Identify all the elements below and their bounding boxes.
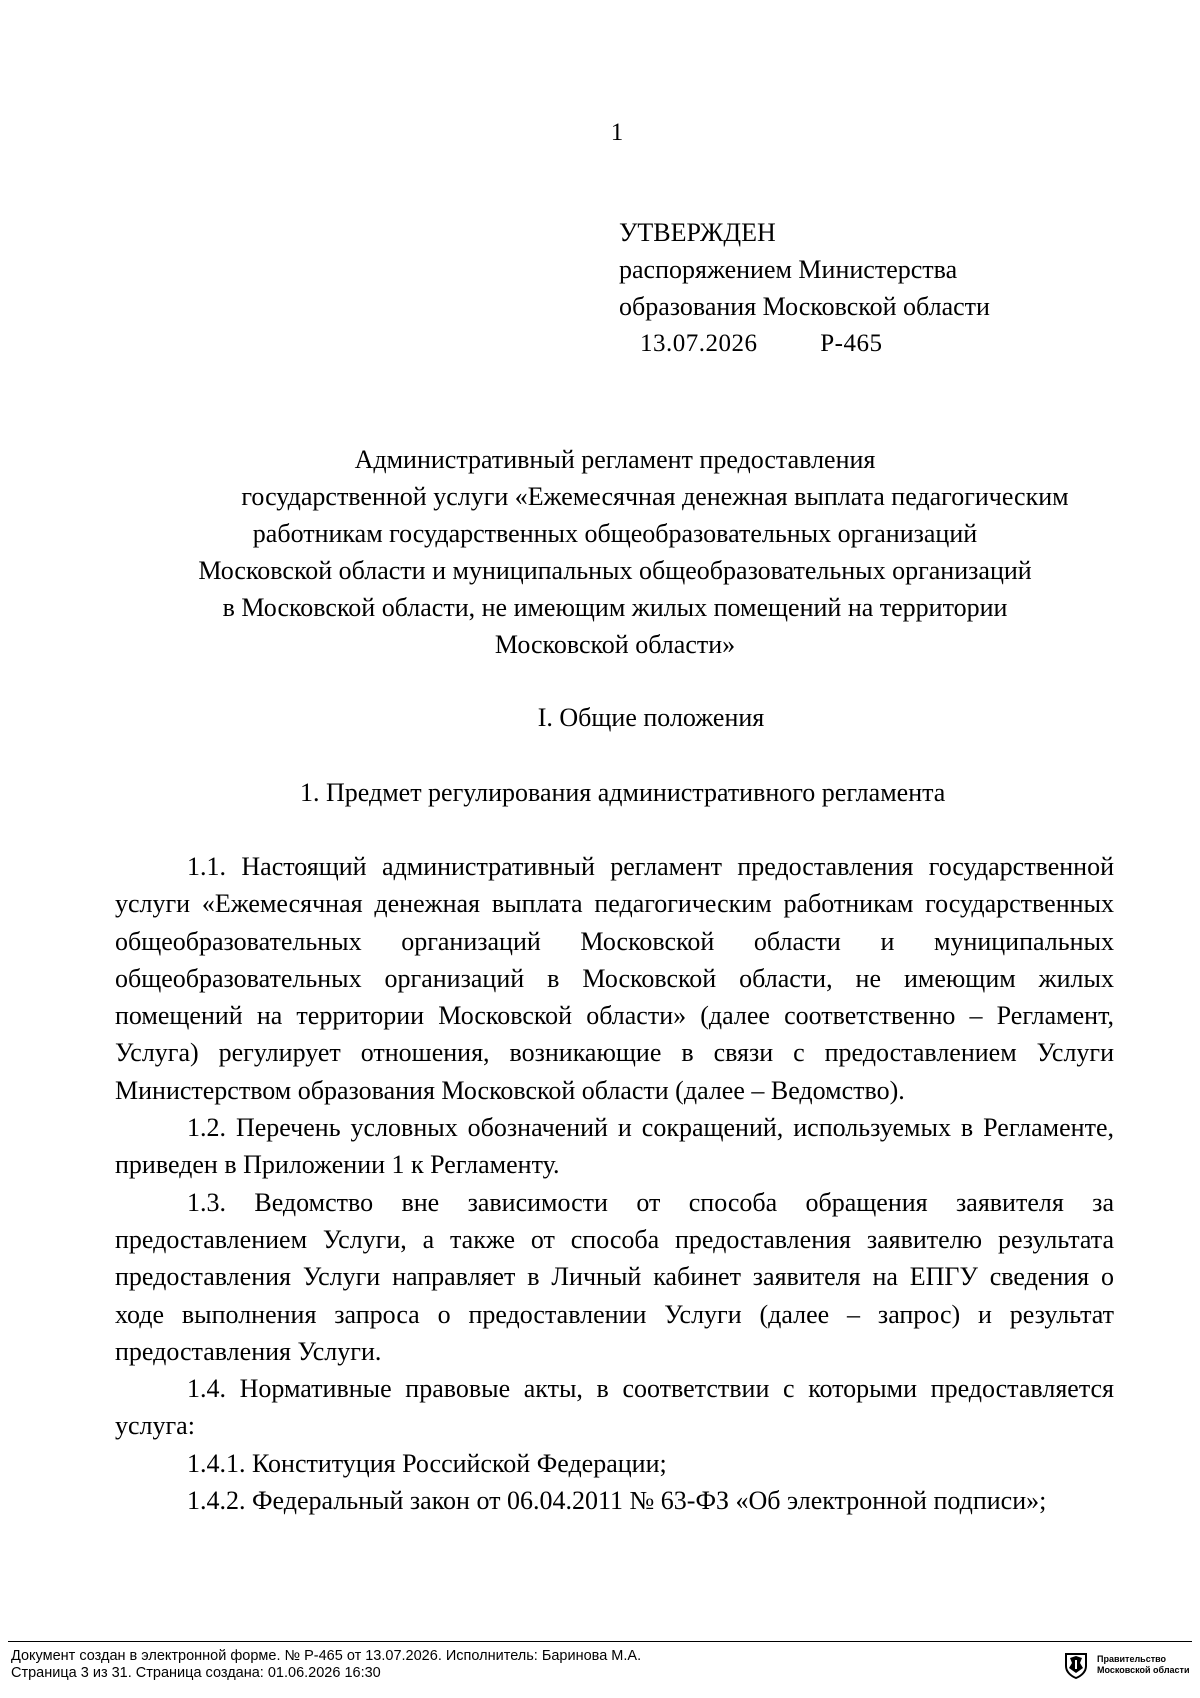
logo-line1: Правительство bbox=[1097, 1654, 1167, 1664]
government-logo bbox=[1063, 1651, 1190, 1679]
paragraph-1-4: 1.4. Нормативные правовые акты, в соответствии с которыми предоставляется услуга: bbox=[115, 1374, 1114, 1441]
title-line: государственной услуги «Ежемесячная денежная выплата педагогическим bbox=[241, 482, 1069, 511]
page-number: 1 bbox=[610, 119, 624, 146]
title-line: в Московской области, не имеющим жилых помещений на территории bbox=[222, 593, 1008, 622]
title-line: Московской области и муниципальных общеобразовательных организаций bbox=[198, 556, 1032, 585]
coat-of-arms-icon bbox=[1063, 1651, 1089, 1679]
approval-issuer-line2: образования Московской области bbox=[619, 292, 990, 321]
title-line: Административный регламент предоставления bbox=[354, 445, 876, 474]
paragraph-1-4-1: 1.4.1. Конституция Российской Федерации; bbox=[187, 1448, 667, 1478]
approval-number: Р-465 bbox=[820, 330, 883, 357]
title-line: Московской области» bbox=[494, 630, 736, 659]
footer-document-info: Документ создан в электронной форме. № Р-465 от 13.07.2026. Исполнитель: Баринова М.А. bbox=[11, 1648, 642, 1664]
paragraph-1-1: 1.1. Настоящий административный регламент предоставления государственной услуги «Ежемесячная денежная выплата педагогическим работникам государственных общеобразовательных организаций Московской области и муниципальных общеобразовательных организаций в Московской области, не имеющим жилых помещений на территории Московской области» (далее соответственно – Регламент, Услуга) регулирует отношения, возникающие в связи с предоставлением Услуги Министерством образования Московской области (далее – Ведомство). bbox=[115, 852, 1114, 1105]
paragraph-1-3: 1.3. Ведомство вне зависимости от способа обращения заявителя за предоставлением Услуги, а также от способа предоставления заявителю результата предоставления Услуги направляет в Личный кабинет заявителя на ЕПГУ сведения о ходе выполнения запроса о предоставлении Услуги (далее – запрос) и результат предоставления Услуги. bbox=[115, 1187, 1114, 1366]
paragraph-1-2: 1.2. Перечень условных обозначений и сокращений, используемых в Регламенте, приведен в Приложении 1 к Регламенту. bbox=[115, 1113, 1114, 1180]
document-title bbox=[115, 441, 1115, 663]
document-footer bbox=[11, 1648, 641, 1682]
approval-details bbox=[619, 325, 990, 362]
footer-page-info: Страница 3 из 31. Страница создана: 01.06.2026 16:30 bbox=[11, 1665, 381, 1681]
approval-date: 13.07.2026 bbox=[640, 330, 758, 357]
approval-issuer-line1: распоряжением Министерства bbox=[619, 255, 958, 284]
section-heading: I. Общие положения bbox=[537, 703, 765, 732]
footer-divider bbox=[8, 1641, 1192, 1642]
document-body bbox=[115, 848, 1114, 1519]
paragraph-1-4-2: 1.4.2. Федеральный закон от 06.04.2011 № 63-ФЗ «Об электронной подписи»; bbox=[187, 1486, 1047, 1516]
logo-line2: Московской области bbox=[1097, 1665, 1190, 1675]
subsection-heading: 1. Предмет регулирования административного регламента bbox=[300, 778, 946, 807]
title-line: работникам государственных общеобразовательных организаций bbox=[252, 519, 978, 548]
approval-stamp bbox=[619, 214, 990, 362]
approval-title: УТВЕРЖДЕН bbox=[619, 218, 776, 247]
